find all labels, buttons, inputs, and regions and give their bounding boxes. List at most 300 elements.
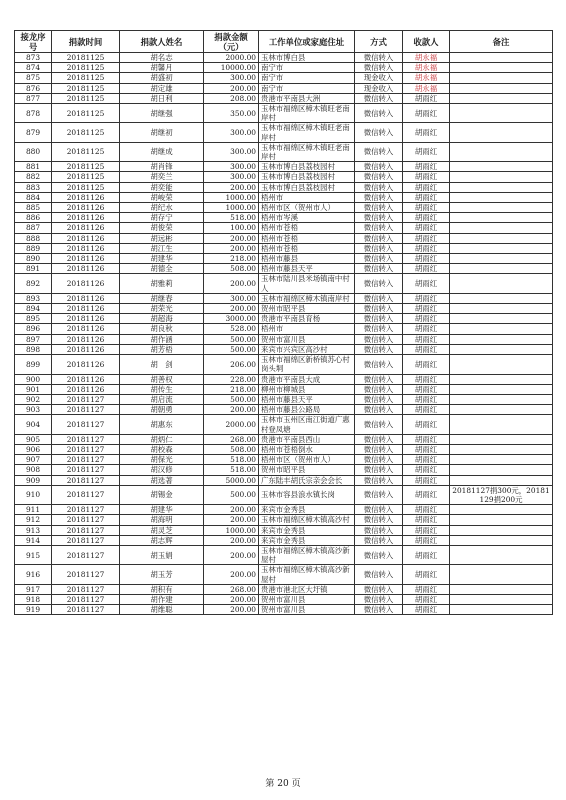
row-method: 微信转入 (355, 415, 403, 434)
row-date: 20181126 (52, 334, 120, 344)
row-note (450, 142, 553, 161)
row-name: 胡锡金 (120, 485, 204, 504)
row-seq: 894 (15, 304, 52, 314)
table-row (15, 465, 553, 475)
row-payee: 胡雨红 (403, 213, 450, 223)
row-address: 柳州市柳城县 (259, 384, 355, 394)
row-amount: 300.00 (204, 73, 259, 83)
row-amount: 508.00 (204, 444, 259, 454)
row-payee: 胡雨红 (403, 594, 450, 604)
row-payee: 胡雨红 (403, 142, 450, 161)
row-payee: 胡雨红 (403, 535, 450, 545)
row-method: 微信转入 (355, 243, 403, 253)
row-payee: 胡雨红 (403, 243, 450, 253)
row-address: 来宾市兴宾区高沙村 (259, 344, 355, 354)
row-name: 胡启流 (120, 394, 204, 404)
row-note (450, 374, 553, 384)
row-date: 20181127 (52, 475, 120, 485)
row-method: 微信转入 (355, 93, 403, 103)
row-date: 20181127 (52, 485, 120, 504)
row-amount: 200.00 (204, 405, 259, 415)
row-method: 微信转入 (355, 374, 403, 384)
table-row (15, 73, 553, 83)
row-note (450, 475, 553, 485)
table-row (15, 104, 553, 123)
row-method: 微信转入 (355, 104, 403, 123)
row-date: 20181127 (52, 535, 120, 545)
table-row (15, 455, 553, 465)
row-note (450, 355, 553, 374)
row-seq: 912 (15, 515, 52, 525)
row-date: 20181125 (52, 123, 120, 142)
row-name: 胡名志 (120, 53, 204, 63)
row-address: 贵港市平南县育杨 (259, 314, 355, 324)
table-row (15, 384, 553, 394)
row-payee: 胡雨红 (403, 304, 450, 314)
table-row (15, 444, 553, 454)
table-row (15, 605, 553, 615)
row-name: 胡芳梧 (120, 344, 204, 354)
row-note (450, 293, 553, 303)
row-note (450, 324, 553, 334)
row-name: 胡继强 (120, 104, 204, 123)
row-note (450, 434, 553, 444)
row-method: 微信转入 (355, 444, 403, 454)
row-payee: 胡雨红 (403, 355, 450, 374)
row-address: 玉林市福绵区樟木镇南岸村 (259, 293, 355, 303)
table-row (15, 535, 553, 545)
row-method: 微信转入 (355, 515, 403, 525)
row-name: 胡积有 (120, 584, 204, 594)
row-method: 微信转入 (355, 172, 403, 182)
row-date: 20181126 (52, 304, 120, 314)
row-name: 胡继春 (120, 293, 204, 303)
row-name: 胡超海 (120, 314, 204, 324)
row-date: 20181127 (52, 515, 120, 525)
table-row (15, 63, 553, 73)
row-amount: 5000.00 (204, 475, 259, 485)
row-seq: 892 (15, 274, 52, 293)
row-address: 玉林市福绵区新桥镇苏心村岗头垌 (259, 355, 355, 374)
row-name: 胡远彬 (120, 233, 204, 243)
table-row (15, 515, 553, 525)
row-method: 微信转入 (355, 594, 403, 604)
row-date: 20181126 (52, 254, 120, 264)
table-row (15, 142, 553, 161)
row-method: 微信转入 (355, 192, 403, 202)
row-amount: 300.00 (204, 123, 259, 142)
row-amount: 268.00 (204, 584, 259, 594)
row-name: 胡德全 (120, 264, 204, 274)
row-seq: 915 (15, 545, 52, 564)
table-row (15, 415, 553, 434)
row-amount: 3000.00 (204, 314, 259, 324)
row-amount: 218.00 (204, 254, 259, 264)
row-note (450, 584, 553, 594)
row-name: 胡炳仁 (120, 434, 204, 444)
row-method: 微信转入 (355, 525, 403, 535)
row-date: 20181125 (52, 162, 120, 172)
row-address: 玉林市福绵区樟木镇旺老南岸村 (259, 142, 355, 161)
row-amount: 300.00 (204, 293, 259, 303)
row-address: 南宁市 (259, 63, 355, 73)
row-date: 20181127 (52, 415, 120, 434)
row-note (450, 264, 553, 274)
row-amount: 268.00 (204, 434, 259, 444)
row-date: 20181127 (52, 444, 120, 454)
row-address: 来宾市金秀县 (259, 535, 355, 545)
header-address: 工作单位或家庭住址 (259, 31, 355, 53)
table-row (15, 93, 553, 103)
row-name: 胡作建 (120, 594, 204, 604)
row-note (450, 334, 553, 344)
row-name: 胡作涵 (120, 334, 204, 344)
row-note (450, 344, 553, 354)
row-method: 微信转入 (355, 264, 403, 274)
row-amount: 200.00 (204, 83, 259, 93)
row-amount: 500.00 (204, 394, 259, 404)
row-address: 玉林市陆川县米场镇南中村人 (259, 274, 355, 293)
row-payee: 胡雨红 (403, 565, 450, 584)
row-address: 玉林市博白县荔枝园村 (259, 172, 355, 182)
row-payee: 胡雨红 (403, 233, 450, 243)
row-date: 20181126 (52, 274, 120, 293)
row-seq: 899 (15, 355, 52, 374)
row-payee: 胡雨红 (403, 324, 450, 334)
row-seq: 891 (15, 264, 52, 274)
row-payee: 胡雨红 (403, 254, 450, 264)
row-name: 胡玉芳 (120, 565, 204, 584)
row-amount: 518.00 (204, 455, 259, 465)
row-seq: 916 (15, 565, 52, 584)
table-row (15, 334, 553, 344)
row-method: 微信转入 (355, 394, 403, 404)
row-method: 微信转入 (355, 274, 403, 293)
row-seq: 881 (15, 162, 52, 172)
row-method: 微信转入 (355, 465, 403, 475)
row-date: 20181125 (52, 104, 120, 123)
row-payee: 胡雨红 (403, 394, 450, 404)
row-amount: 300.00 (204, 142, 259, 161)
row-name: 胡存宁 (120, 213, 204, 223)
row-seq: 909 (15, 475, 52, 485)
row-payee: 胡永福 (403, 63, 450, 73)
row-seq: 877 (15, 93, 52, 103)
row-name: 胡纪水 (120, 203, 204, 213)
row-method: 微信转入 (355, 293, 403, 303)
row-note (450, 384, 553, 394)
row-seq: 883 (15, 182, 52, 192)
table-row (15, 344, 553, 354)
row-address: 玉林市福绵区樟木镇高沙新屋村 (259, 545, 355, 564)
row-note (450, 405, 553, 415)
row-note (450, 274, 553, 293)
row-seq: 880 (15, 142, 52, 161)
row-seq: 908 (15, 465, 52, 475)
row-seq: 905 (15, 434, 52, 444)
row-date: 20181126 (52, 314, 120, 324)
row-address: 玉林市福绵区樟木镇旺老南岸村 (259, 123, 355, 142)
row-name: 胡奕能 (120, 182, 204, 192)
row-note (450, 223, 553, 233)
row-address: 贺州市昭平县 (259, 465, 355, 475)
row-amount: 200.00 (204, 535, 259, 545)
table-row (15, 213, 553, 223)
row-note (450, 415, 553, 434)
row-note (450, 182, 553, 192)
row-payee: 胡雨红 (403, 172, 450, 182)
row-note: 20181127捐300元，20181129捐200元 (450, 485, 553, 504)
row-date: 20181127 (52, 455, 120, 465)
row-amount: 500.00 (204, 344, 259, 354)
row-seq: 911 (15, 505, 52, 515)
row-date: 20181127 (52, 584, 120, 594)
row-name: 胡保光 (120, 455, 204, 465)
row-note (450, 525, 553, 535)
table-row (15, 274, 553, 293)
row-note (450, 243, 553, 253)
row-amount: 518.00 (204, 213, 259, 223)
row-address: 梧州市区（贺州市人） (259, 455, 355, 465)
row-name: 胡荣光 (120, 304, 204, 314)
row-note (450, 162, 553, 172)
row-note (450, 605, 553, 615)
row-payee: 胡雨红 (403, 434, 450, 444)
row-date: 20181125 (52, 142, 120, 161)
row-address: 梧州市藤县天平 (259, 394, 355, 404)
row-amount: 200.00 (204, 233, 259, 243)
row-note (450, 314, 553, 324)
row-note (450, 172, 553, 182)
row-payee: 胡雨红 (403, 93, 450, 103)
row-payee: 胡永福 (403, 73, 450, 83)
row-payee: 胡雨红 (403, 182, 450, 192)
row-date: 20181126 (52, 213, 120, 223)
table-row (15, 405, 553, 415)
row-amount: 518.00 (204, 465, 259, 475)
row-payee: 胡永福 (403, 83, 450, 93)
row-amount: 228.00 (204, 374, 259, 384)
row-payee: 胡雨红 (403, 455, 450, 465)
row-address: 梧州市苍梧 (259, 243, 355, 253)
page-number: 第 20 页 (265, 779, 301, 789)
donation-table (14, 30, 553, 615)
row-amount: 200.00 (204, 515, 259, 525)
row-address: 玉林市玉州区南江街道广惠村登凤塘 (259, 415, 355, 434)
table-row (15, 394, 553, 404)
row-seq: 882 (15, 172, 52, 182)
row-note (450, 73, 553, 83)
row-name: 胡江生 (120, 243, 204, 253)
table-row (15, 223, 553, 233)
row-date: 20181126 (52, 324, 120, 334)
row-amount: 200.00 (204, 565, 259, 584)
row-seq: 887 (15, 223, 52, 233)
row-amount: 200.00 (204, 243, 259, 253)
row-seq: 878 (15, 104, 52, 123)
header-date: 捐款时间 (52, 31, 120, 53)
table-row (15, 525, 553, 535)
row-date: 20181126 (52, 264, 120, 274)
row-amount: 2000.00 (204, 415, 259, 434)
row-name: 胡 剑 (120, 355, 204, 374)
row-seq: 910 (15, 485, 52, 504)
row-method: 微信转入 (355, 123, 403, 142)
row-seq: 890 (15, 254, 52, 264)
row-address: 玉林市福绵区樟木镇旺老南岸村 (259, 104, 355, 123)
row-method: 微信转入 (355, 314, 403, 324)
row-method: 微信转入 (355, 485, 403, 504)
row-address: 贺州市富川县 (259, 334, 355, 344)
row-method: 微信转入 (355, 475, 403, 485)
table-row (15, 203, 553, 213)
row-address: 贵港市平南县大洲 (259, 93, 355, 103)
row-payee: 胡雨红 (403, 374, 450, 384)
row-address: 广东陆丰胡氏宗亲会会长 (259, 475, 355, 485)
table-row (15, 314, 553, 324)
row-amount: 200.00 (204, 594, 259, 604)
row-date: 20181126 (52, 344, 120, 354)
row-note (450, 465, 553, 475)
row-method: 微信转入 (355, 254, 403, 264)
row-name: 胡定雄 (120, 83, 204, 93)
row-payee: 胡雨红 (403, 203, 450, 213)
table-row (15, 475, 553, 485)
row-method: 微信转入 (355, 304, 403, 314)
row-seq: 873 (15, 53, 52, 63)
row-amount: 200.00 (204, 545, 259, 564)
table-row (15, 162, 553, 172)
header-method: 方式 (355, 31, 403, 53)
table-row (15, 324, 553, 334)
row-amount: 200.00 (204, 605, 259, 615)
row-date: 20181127 (52, 545, 120, 564)
row-note (450, 505, 553, 515)
row-seq: 918 (15, 594, 52, 604)
row-date: 20181127 (52, 394, 120, 404)
row-date: 20181126 (52, 203, 120, 213)
row-payee: 胡雨红 (403, 444, 450, 454)
row-amount: 2000.00 (204, 53, 259, 63)
row-method: 微信转入 (355, 334, 403, 344)
row-name: 胡维聪 (120, 605, 204, 615)
row-amount: 200.00 (204, 505, 259, 515)
table-row (15, 233, 553, 243)
row-note (450, 455, 553, 465)
row-address: 南宁市 (259, 83, 355, 93)
row-note (450, 203, 553, 213)
table-row (15, 304, 553, 314)
row-address: 贵港市港北区大圩镇 (259, 584, 355, 594)
row-method: 微信转入 (355, 344, 403, 354)
row-payee: 胡永福 (403, 53, 450, 63)
row-amount: 300.00 (204, 162, 259, 172)
row-address: 玉林市福绵区樟木镇高沙村 (259, 515, 355, 525)
row-name: 胡峻荣 (120, 192, 204, 202)
row-address: 贺州市富川县 (259, 594, 355, 604)
row-address: 梧州市区（贺州市人） (259, 203, 355, 213)
row-date: 20181127 (52, 434, 120, 444)
row-address: 玉林市博白县荔枝园村 (259, 182, 355, 192)
row-name: 胡雅莉 (120, 274, 204, 293)
row-payee: 胡雨红 (403, 223, 450, 233)
table-row (15, 594, 553, 604)
row-address: 梧州市藤县公路局 (259, 405, 355, 415)
row-name: 胡志辉 (120, 535, 204, 545)
row-seq: 919 (15, 605, 52, 615)
row-seq: 902 (15, 394, 52, 404)
row-name: 胡善权 (120, 374, 204, 384)
row-payee: 胡雨红 (403, 505, 450, 515)
row-payee: 胡雨红 (403, 605, 450, 615)
row-note (450, 192, 553, 202)
row-method: 微信转入 (355, 233, 403, 243)
row-method: 微信转入 (355, 505, 403, 515)
row-date: 20181127 (52, 505, 120, 515)
table-row (15, 243, 553, 253)
row-address: 贵港市平南县西山 (259, 434, 355, 444)
row-date: 20181127 (52, 525, 120, 535)
table-body (15, 53, 553, 615)
row-name: 胡海明 (120, 515, 204, 525)
row-payee: 胡雨红 (403, 123, 450, 142)
row-method: 微信转入 (355, 584, 403, 594)
row-method: 微信转入 (355, 565, 403, 584)
row-seq: 884 (15, 192, 52, 202)
table-row (15, 182, 553, 192)
row-payee: 胡雨红 (403, 334, 450, 344)
row-payee: 胡雨红 (403, 274, 450, 293)
row-name: 胡盛初 (120, 73, 204, 83)
row-date: 20181126 (52, 293, 120, 303)
row-payee: 胡雨红 (403, 162, 450, 172)
row-address: 贺州市富川县 (259, 605, 355, 615)
row-amount: 100.00 (204, 223, 259, 233)
row-method: 现金收入 (355, 83, 403, 93)
row-seq: 900 (15, 374, 52, 384)
header-note: 备注 (450, 31, 553, 53)
row-seq: 904 (15, 415, 52, 434)
row-amount: 206.00 (204, 355, 259, 374)
row-method: 微信转入 (355, 324, 403, 334)
row-method: 微信转入 (355, 142, 403, 161)
row-address: 来宾市金秀县 (259, 505, 355, 515)
row-payee: 胡雨红 (403, 525, 450, 535)
row-address: 南宁市 (259, 73, 355, 83)
table-row (15, 192, 553, 202)
row-date: 20181126 (52, 384, 120, 394)
row-date: 20181125 (52, 172, 120, 182)
row-name: 胡玉娟 (120, 545, 204, 564)
row-payee: 胡雨红 (403, 545, 450, 564)
row-payee: 胡雨红 (403, 344, 450, 354)
row-name: 胡惠东 (120, 415, 204, 434)
header-amount: 捐款金额（元） (204, 31, 259, 53)
row-note (450, 394, 553, 404)
row-seq: 903 (15, 405, 52, 415)
row-payee: 胡雨红 (403, 192, 450, 202)
row-note (450, 213, 553, 223)
row-address: 玉林市博白县 (259, 53, 355, 63)
row-amount: 1000.00 (204, 203, 259, 213)
row-note (450, 444, 553, 454)
row-seq: 917 (15, 584, 52, 594)
row-amount: 200.00 (204, 274, 259, 293)
table-row (15, 545, 553, 564)
row-amount: 208.00 (204, 93, 259, 103)
row-address: 贺州市昭平县 (259, 304, 355, 314)
row-name: 胡灵芝 (120, 525, 204, 535)
